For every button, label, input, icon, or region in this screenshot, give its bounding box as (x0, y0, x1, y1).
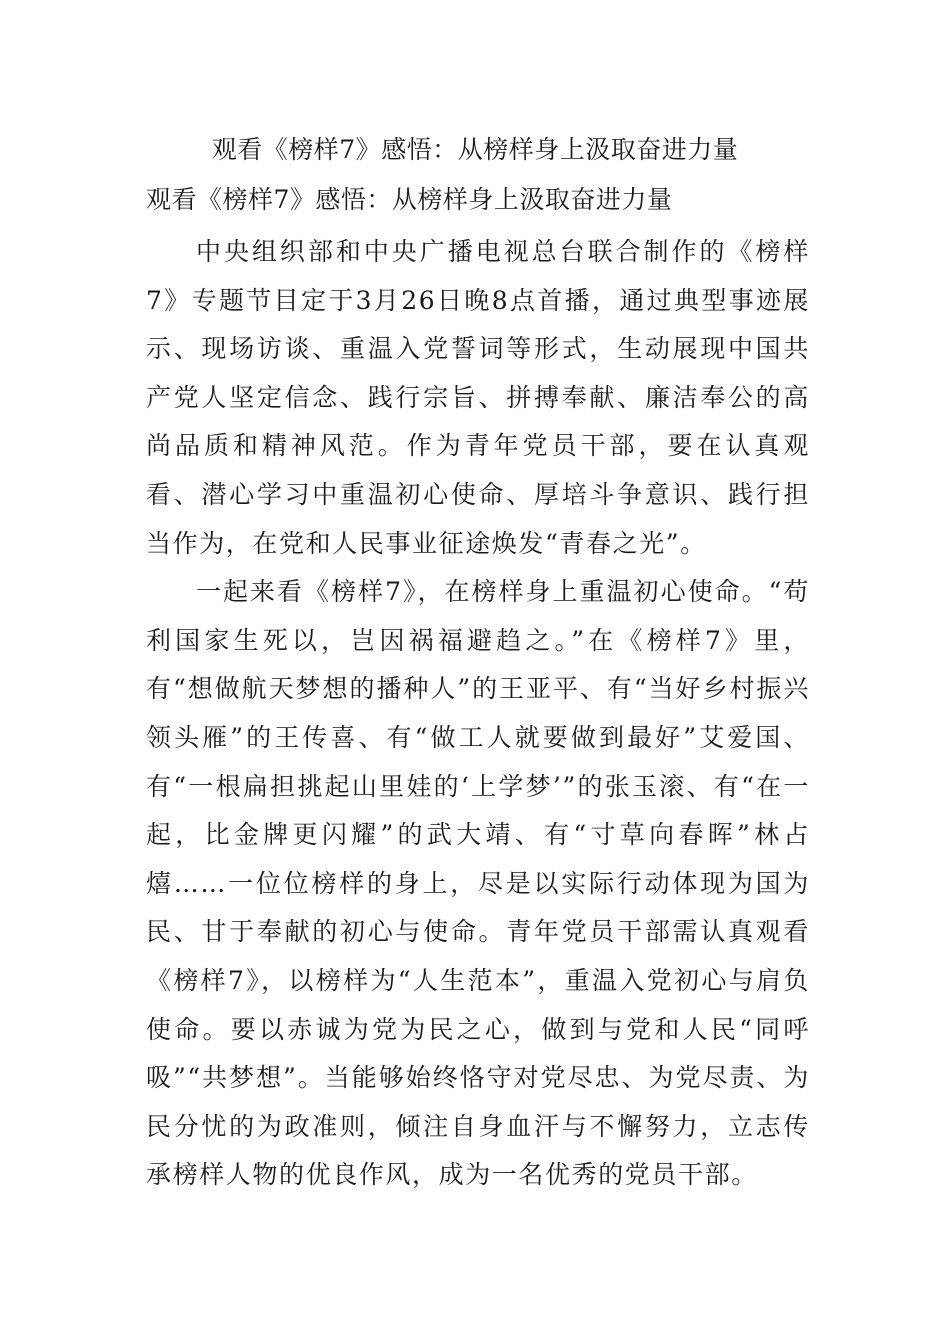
document-subtitle: 观看《榜样7》感悟：从榜样身上汲取奋进力量 (146, 185, 673, 214)
document-body (146, 228, 810, 1200)
document-title: 观看《榜样7》感悟：从榜样身上汲取奋进力量 (211, 135, 739, 164)
paragraph-1: 中央组织部和中央广播电视总台联合制作的《榜样7》专题节目定于3月26日晚8点首播，通过典型事迹展示、现场访谈、重温入党誓词等形式，生动展现中国共产党人坚定信念、践行宗旨、拼搏奉献、廉洁奉公的高尚品质和精神风范。作为青年党员干部，要在认真观看、潜心学习中重温初心使命、厚培斗争意识、践行担当作为，在党和人民事业征途焕发“青春之光”。 (146, 237, 810, 558)
paragraph-2: 一起来看《榜样7》，在榜样身上重温初心使命。“苟利国家生死以，岂因祸福避趋之。”在《榜样7》里，有“想做航天梦想的播种人”的王亚平、有“当好乡村振兴领头雁”的王传喜、有“做工人就要做到最好”艾爱国、有“一根扁担挑起山里娃的‘上学梦’”的张玉滚、有“在一起，比金牌更闪耀”的武大靖、有“寸草向春晖”林占熺……一位位榜样的身上，尽是以实际行动体现为国为民、甘于奉献的初心与使命。青年党员干部需认真观看《榜样7》，以榜样为“人生范本”，重温入党初心与肩负使命。要以赤诚为党为民之心，做到与党和人民“同呼吸”“共梦想”。当能够始终恪守对党尽忠、为党尽责、为民分忧的为政准则，倾注自身血汗与不懈努力，立志传承榜样人物的优良作风，成为一名优秀的党员干部。 (146, 577, 810, 1190)
